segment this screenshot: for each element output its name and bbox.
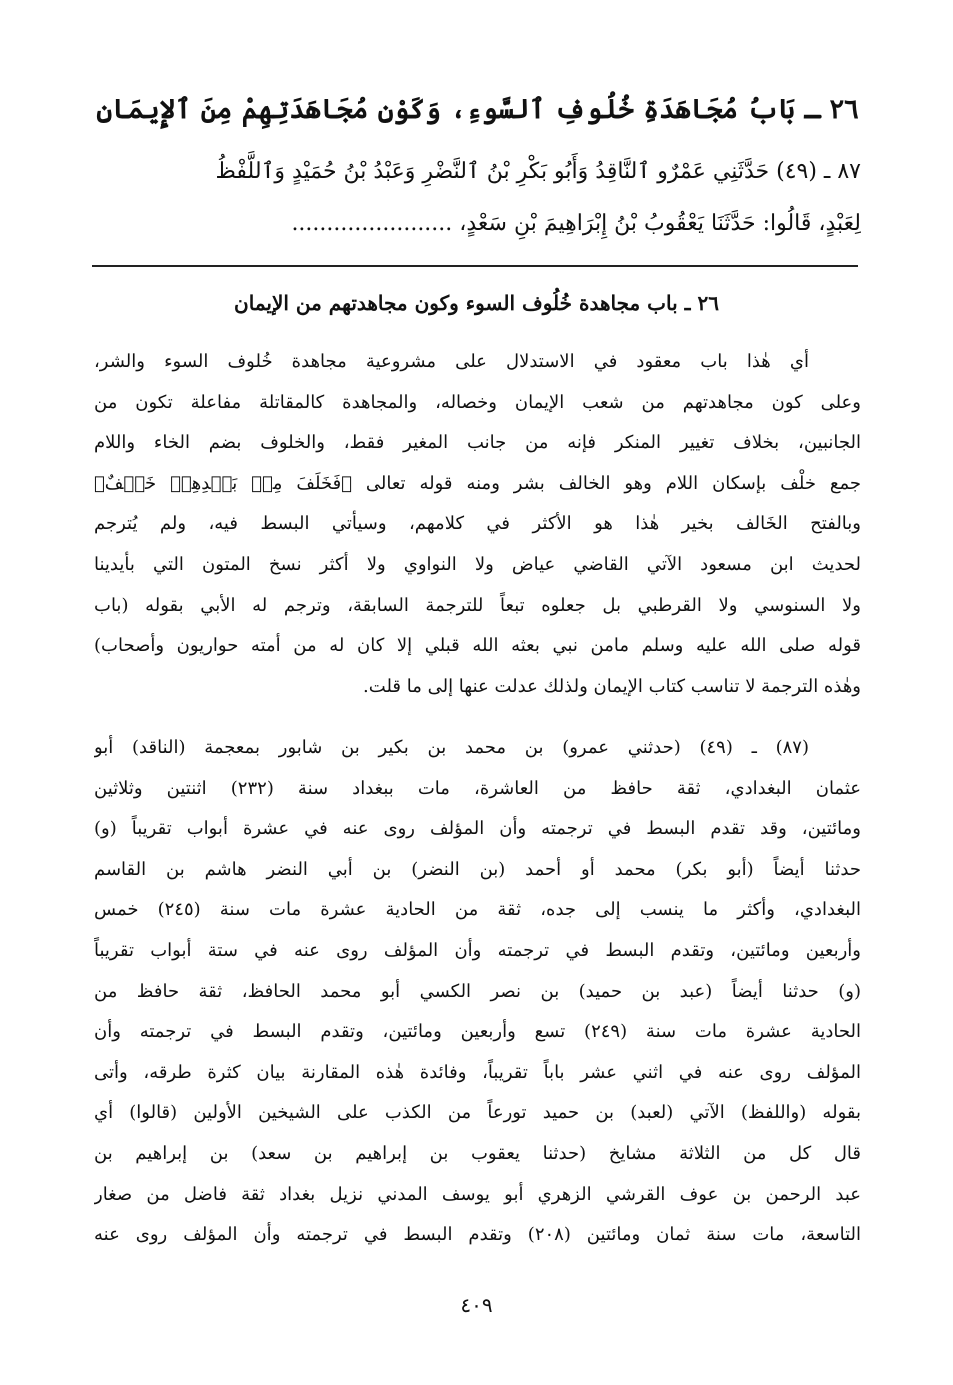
commentary-line: ومائتين، وقد تقدم البسط في ترجمته وأن المؤلف روى عنه في عشرة أبواب تقريباً (و) (94, 818, 861, 840)
commentary-chapter-title: ٢٦ ـ باب مجاهدة خُلُوف السوء وكون مجاهدتهم من الإيمان (234, 291, 719, 315)
commentary-line: المؤلف روى عنه في اثني عشر باباً تقريباً، وفائدة هٰذه المقارنة بيان كثرة طرقه، وأتى (94, 1061, 861, 1083)
separator-rule (92, 265, 858, 267)
hadith-line: ٨٧ ـ (٤٩) حَدَّثَنِي عَمْرٌو ٱلنَّاقِدُ وَأَبُو بَكْرِ بْنُ ٱلنَّضْرِ وَعَبْدُ بْنُ حُمَيْدٍ وَٱللَّفْظُ (215, 159, 861, 184)
commentary-line: جمع خلْف بإسكان اللام وهو الخالف بشر ومنه قوله تعالى ﴿فَخَلَفَ مِنۢ بَعۡدِهِمۡ خَلۡفٌ﴾ (94, 472, 861, 494)
commentary-line: بقوله (واللفظ) الآتي (لعبد) بن حميد تورعاً من الكذب على الشيخين الأولين (قالوا) أي (94, 1102, 861, 1124)
commentary-line: حدثنا أيضاً (أبو بكر) محمد أو أحمد (بن النضر) بن أبي النضر هاشم بن القاسم (94, 858, 861, 880)
commentary-line: وهٰذه الترجمة لا تناسب كتاب الإيمان ولذلك عدلت عنها إلى ما قلت. (363, 675, 861, 697)
hadith-chapter-title: ٢٦ ـ بَابُ مُجَاهَدَةِ خُلُوفِ ٱلسَّوءِ، وَكَوْنِ مُجَاهَدَتِهِمْ مِنَ ٱلإِيمَانِ (96, 94, 859, 125)
commentary-line: قوله صلى الله عليه وسلم مامن نبي بعثه الله قبلي إلا كان له من أمته حواريون وأصحاب) (94, 635, 861, 657)
page-number: ٤٠٩ (460, 1293, 493, 1317)
hadith-line: لِعَبْدٍ، قَالُوا: حَدَّثَنَا يَعْقُوبُ بْنُ إِبْرَاهِيمَ بْنِ سَعْدٍ، ....................... (291, 211, 861, 236)
commentary-line: أي هٰذا باب معقود في الاستدلال على مشروعية مجاهدة خُلوف السوء والشر، (94, 351, 809, 372)
commentary-line: عثمان البغدادي، ثقة حافظ من العاشرة، مات ببغداد سنة (٢٣٢) اثنتين وثلاثين (94, 777, 861, 799)
commentary-line: وبالفتح الخَالف بخير هٰذا هو الأكثر في كلامهم، وسيأتي البسط فيه، ولم يُترجم (94, 513, 861, 535)
commentary-line: الجانبين، بخلاف تغيير المنكر فإنه من جانب المغير فقط، والخلوف بضم الخاء واللام (94, 432, 861, 454)
commentary-line: وأربعين ومائتين، وتقدم البسط في ترجمته وأن المؤلف روى عنه في ستة أبواب تقريباً (94, 939, 861, 961)
commentary-paragraph-1 (94, 342, 861, 707)
commentary-line: وعلى كون مجاهدتهم من شعب الإيمان وخصاله، والمجاهدة كالمقاتلة مفاعلة تكون من (94, 391, 861, 413)
commentary-line: ولا السنوسي ولا القرطبي بل جعلوه تبعاً للترجمة السابقة، وترجم له الأبي بقوله (باب (94, 594, 861, 616)
commentary-line: (٨٧) ـ (٤٩) (حدثني عمرو) بن محمد بن بكير بن شابور بمعجمة (الناقد) أبو (94, 737, 809, 758)
commentary-line: عبد الرحمن بن عوف القرشي الزهري أبو يوسف المدني نزيل بغداد ثقة فاضل من صغار (94, 1183, 861, 1205)
commentary-line: التاسعة، مات سنة ثمان ومائتين (٢٠٨) وتقدم البسط في ترجمته وأن المؤلف روى عنه (94, 1224, 861, 1246)
commentary-line: لحديث ابن مسعود الآتي القاضي عياض ولا النواوي ولا أكثر نسخ المتون التي بأيدينا (94, 553, 861, 575)
commentary-line: قال كل من الثلاثة مشايخ (حدثنا يعقوب بن إبراهيم بن سعد) بن إبراهيم بن (94, 1142, 861, 1164)
commentary-line: الحادية عشرة مات سنة (٢٤٩) تسع وأربعين ومائتين، وتقدم البسط في ترجمته وأن (94, 1021, 861, 1043)
hadith-text (92, 146, 861, 250)
commentary-line: (و) حدثنا أيضاً (عبد بن حميد) بن نصر الكسي أبو محمد الحافظ، ثقة حافظ من (94, 980, 861, 1002)
commentary-paragraph-2 (94, 728, 861, 1256)
commentary-line: البغدادي، وأكثر ما ينسب إلى جده، ثقة من الحادية عشرة مات سنة (٢٤٥) خمس (94, 899, 861, 921)
